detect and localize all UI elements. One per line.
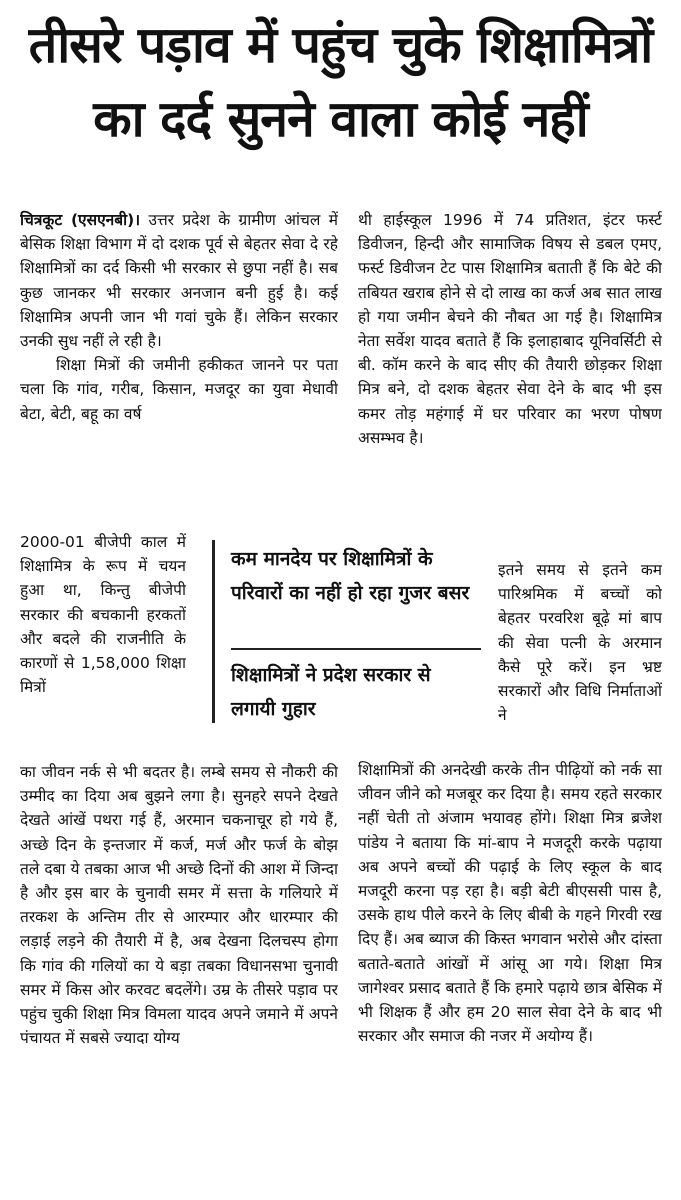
- intro-text: उत्तर प्रदेश के ग्रामीण आंचल में बेसिक शिक्षा विभाग में दो दशक पूर्व से बेहतर सेवा दे रहे शिक्षामित्रों का दर्द किसी भी सरकार से छुपा नहीं है। सब कुछ जानकर भी सरकार अनजान बनी हुई है। कई शिक्षामित्र अपनी जान भी गवां चुके हैं। लेकिन सरकार उनकी सुध नहीं ले रही है।: [20, 211, 338, 351]
- dateline: चित्रकूट (एसएनबी)।: [20, 211, 141, 229]
- paragraph-2-middle: 2000-01 बीजेपी काल में शिक्षामित्र के रूप में चयन हुआ था, किन्तु बीजेपी सरकार की बचकानी हरकतों और बदले की राजनीति के कारणों से 1,58,000 शिक्षा मित्रों: [20, 533, 186, 697]
- headline-line-2: का दर्द सुनने वाला कोई नहीं: [93, 90, 588, 148]
- headline: [0, 8, 681, 156]
- right-column-narrow: [498, 558, 662, 758]
- headline-line-1: तीसरे पड़ाव में पहुंच चुके शिक्षामित्रों: [28, 16, 653, 74]
- pull-quote-2: शिक्षामित्रों ने प्रदेश सरकार से लगायी गुहार: [231, 664, 431, 720]
- right-paragraph-middle: इतने समय से इतने कम पारिश्रमिक में बच्चों को बेहतर परवरिश बूढ़े मां बाप की सेवा पत्नी के अरमान कैसे पूरे करें। इन भ्रष्ट सरकारों और विधि निर्माताओं ने: [498, 561, 662, 725]
- pull-quote-1: कम मानदेय पर शिक्षामित्रों के परिवारों का नहीं हो रहा गुजर बसर: [231, 548, 470, 604]
- left-column-bottom: [20, 760, 338, 1180]
- paragraph-2-start: शिक्षा मित्रों की जमीनी हकीकत जानने पर पता चला कि गांव, गरीब, किसान, मजदूर का युवा मेधावी बेटा, बेटी, बहू का वर्ष: [20, 356, 338, 423]
- paragraph-2-end: का जीवन नर्क से भी बदतर है। लम्बे समय से नौकरी की उम्मीद का दिया अब बुझने लगा है। सुनहरे सपने देखते देखते आंखें पथरा गई हैं, अरमान चकनाचूर हो गये हैं, अच्छे दिन के इन्तजार में कर्ज, मर्ज और फर्ज के बोझ तले दबा ये तबका आज भी अच्छे दिनों की आश में जिन्दा है और इस बार के चुनावी समर में सत्ता के गलियारे में तरकश के अन्तिम तीर से आरम्पार और धारम्पार की लड़ाई लड़ने की तैयारी में है, अब देखना दिलचस्प होगा कि गांव की गलियों का ये बड़ा तबका विधानसभा चुनावी समर में किस ओर करवट बदलेंगे। उम्र के तीसरे पड़ाव पर पहुंच चुकी शिक्षा मित्र विमला यादव अपने जमाने में अपने पंचायत में सबसे ज्यादा योग्य: [20, 763, 338, 1048]
- left-column-narrow: [20, 530, 186, 760]
- pull-quote-divider: [231, 648, 481, 650]
- pull-quote-box: [212, 540, 487, 723]
- left-column-top: [20, 208, 338, 538]
- right-paragraph-start: थी हाईस्कूल 1996 में 74 प्रतिशत, इंटर फर्स्ट डिवीजन, हिन्दी और सामाजिक विषय से डबल एमए, फर्स्ट डिवीजन टेट पास शिक्षामित्र बताती हैं कि बेटे की तबियत खराब होने से दो लाख का कर्ज अब सात लाख हो गया जमीन बेचने की नौबत आ गई है। शिक्षामित्र नेता सर्वेश यादव बताते हैं कि इलाहाबाद यूनिवर्सिटी से बी. कॉम करने के बाद सीए की तैयारी छोड़कर शिक्षा मित्र बने, दो दशक बेहतर सेवा देने के बाद भी इस कमर तोड़ महंगाई में घर परिवार का भरण पोषण असम्भव है।: [358, 211, 662, 447]
- right-column-bottom: [358, 758, 662, 1183]
- right-column-top: [358, 208, 662, 558]
- intro-paragraph: [20, 208, 338, 353]
- right-paragraph-end: शिक्षामित्रों की अनदेखी करके तीन पीढ़ियों को नर्क सा जीवन जीने को मजबूर कर दिया है। समय रहते सरकार नहीं चेती तो अंजाम भयावह होंगे। शिक्षा मित्र ब्रजेश पांडेय ने बताया कि मां-बाप ने मजदूरी करके पढ़ाया अब अपने बच्चों की पढ़ाई के लिए स्कूल के बाद मजदूरी करना पड़ रहा है। बड़ी बेटी बीएससी पास है, उसके हाथ पीले करने के लिए बीबी के गहने गिरवी रख दिए हैं। अब ब्याज की किस्त भगवान भरोसे और दांस्ता बताते-बताते आंखों में आंसू आ गये। शिक्षा मित्र जागेश्वर प्रसाद बताते हैं कि हमारे पढ़ाये छात्र बेसिक में भी शिक्षक हैं और हम 20 साल सेवा देने के बाद भी सरकार और समाज की नजर में अयोग्य हैं।: [358, 761, 662, 1046]
